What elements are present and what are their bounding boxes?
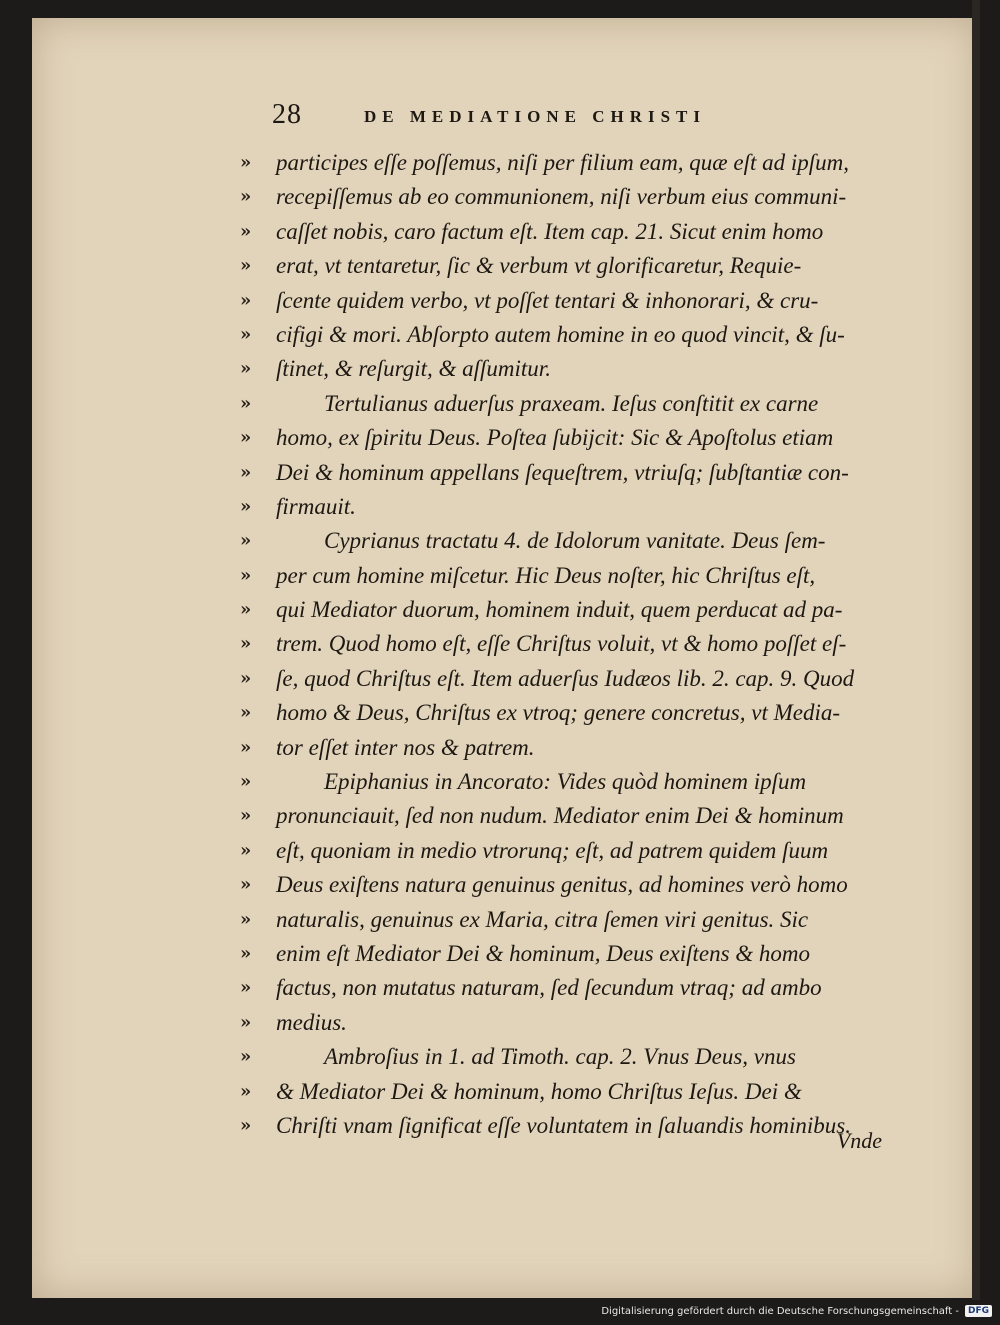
text-line xyxy=(240,559,940,593)
page-edge xyxy=(972,0,980,1300)
text-line xyxy=(240,318,940,352)
line-text: firmauit. xyxy=(276,493,356,519)
footer xyxy=(601,1303,992,1319)
quotation-marker: » xyxy=(240,461,252,483)
line-text: per cum homine miſcetur. Hic Deus noſter, hic Chriſtus eſt, xyxy=(276,562,816,588)
line-text: Chriſti vnam ſignificat eſſe voluntatem in ſaluandis hominibus. xyxy=(276,1112,851,1138)
quotation-marker: » xyxy=(240,702,252,724)
text-line xyxy=(240,387,940,421)
quotation-marker: » xyxy=(240,220,252,242)
text-line xyxy=(240,524,940,558)
line-text: Tertulianus aduerſus praxeam. Ieſus conſtitit ex carne xyxy=(324,390,819,416)
quotation-marker: » xyxy=(240,392,252,414)
quotation-marker: » xyxy=(240,977,252,999)
text-line xyxy=(240,284,940,318)
quotation-marker: » xyxy=(240,805,252,827)
text-line xyxy=(240,662,940,696)
line-text: participes eſſe poſſemus, niſi per filium eam, quæ eſt ad ipſum, xyxy=(276,150,850,175)
text-line xyxy=(240,799,940,833)
line-text: cifigi & mori. Abſorpto autem homine in eo quod vincit, & ſu- xyxy=(276,321,845,347)
line-text: tor eſſet inter nos & patrem. xyxy=(276,734,535,760)
text-line xyxy=(240,1040,940,1074)
quotation-marker: » xyxy=(240,186,252,208)
text-block xyxy=(240,146,940,1143)
quotation-marker: » xyxy=(240,874,252,896)
text-line xyxy=(240,456,940,490)
text-line xyxy=(240,903,940,937)
quotation-marker: » xyxy=(240,667,252,689)
text-line xyxy=(240,834,940,868)
quotation-marker: » xyxy=(240,1114,252,1136)
dfg-logo: DFG xyxy=(965,1305,992,1317)
quotation-marker: » xyxy=(240,427,252,449)
line-text: Ambroſius in 1. ad Timoth. cap. 2. Vnus Deus, vnus xyxy=(324,1044,796,1070)
quotation-marker: » xyxy=(240,495,252,517)
catchword: Vnde xyxy=(836,1128,882,1153)
line-text: homo & Deus, Chriſtus ex vtroq; genere concretus, vt Media- xyxy=(276,700,841,726)
text-line xyxy=(240,249,940,283)
text-line xyxy=(240,937,940,971)
quotation-marker: » xyxy=(240,358,252,380)
running-title: DE MEDIATIONE CHRISTI xyxy=(364,107,707,126)
text-line xyxy=(240,731,940,765)
text-line xyxy=(240,490,940,524)
quotation-marker: » xyxy=(240,633,252,655)
quotation-marker: » xyxy=(240,152,252,173)
quotation-marker: » xyxy=(240,1046,252,1068)
text-line xyxy=(240,696,940,730)
quotation-marker: » xyxy=(240,839,252,861)
quotation-marker: » xyxy=(240,908,252,930)
text-line xyxy=(240,146,940,180)
line-text: Cyprianus tractatu 4. de Idolorum vanitate. Deus ſem- xyxy=(324,528,826,554)
quotation-marker: » xyxy=(240,1011,252,1033)
quotation-marker: » xyxy=(240,1080,252,1102)
line-text: Dei & hominum appellans ſequeſtrem, vtriuſq; ſubſtantiæ con- xyxy=(276,459,849,485)
text-line xyxy=(240,1006,940,1040)
page-number: 28 xyxy=(272,99,302,130)
quotation-marker: » xyxy=(240,289,252,311)
line-text: ſcente quidem verbo, vt poſſet tentari & inhonorari, & cru- xyxy=(276,287,819,313)
quotation-marker: » xyxy=(240,255,252,277)
text-line xyxy=(240,1109,940,1143)
line-text: ſe, quod Chriſtus eſt. Item aduerſus Iudæos lib. 2. cap. 9. Quod xyxy=(276,665,855,691)
quotation-marker: » xyxy=(240,736,252,758)
line-text: Deus exiſtens natura genuinus genitus, ad homines verò homo xyxy=(276,872,848,898)
line-text: ſtinet, & reſurgit, & aſſumitur. xyxy=(276,356,551,382)
text-line xyxy=(240,421,940,455)
line-text: homo, ex ſpiritu Deus. Poſtea ſubijcit: Sic & Apoſtolus etiam xyxy=(276,425,834,451)
text-line xyxy=(240,765,940,799)
text-line xyxy=(240,1075,940,1109)
quotation-marker: » xyxy=(240,323,252,345)
running-head xyxy=(272,100,852,130)
line-text: qui Mediator duorum, hominem induit, quem perducat ad pa- xyxy=(276,597,843,623)
line-text: factus, non mutatus naturam, ſed ſecundum vtraq; ad ambo xyxy=(276,975,822,1001)
line-text: enim eſt Mediator Dei & hominum, Deus exiſtens & homo xyxy=(276,940,811,966)
line-text: erat, vt tentaretur, ſic & verbum vt glorificaretur, Requie- xyxy=(276,253,802,279)
line-text: pronunciauit, ſed non nudum. Mediator enim Dei & hominum xyxy=(276,803,844,829)
text-line xyxy=(240,352,940,386)
line-text: & Mediator Dei & hominum, homo Chriſtus Ieſus. Dei & xyxy=(276,1078,802,1104)
text-line xyxy=(240,180,940,214)
quotation-marker: » xyxy=(240,771,252,793)
line-text: Epiphanius in Ancorato: Vides quòd hominem ipſum xyxy=(324,769,807,795)
line-text: caſſet nobis, caro factum eſt. Item cap. 21. Sicut enim homo xyxy=(276,218,824,244)
line-text: trem. Quod homo eſt, eſſe Chriſtus voluit, vt & homo poſſet eſ- xyxy=(276,631,847,657)
text-line xyxy=(240,215,940,249)
text-line xyxy=(240,971,940,1005)
line-text: naturalis, genuinus ex Maria, citra ſemen viri genitus. Sic xyxy=(276,906,809,932)
line-text: recepiſſemus ab eo communionem, niſi verbum eius communi- xyxy=(276,184,847,210)
text-line xyxy=(240,627,940,661)
text-line xyxy=(240,593,940,627)
line-text: medius. xyxy=(276,1009,347,1035)
quotation-marker: » xyxy=(240,599,252,621)
quotation-marker: » xyxy=(240,564,252,586)
line-text: eſt, quoniam in medio vtrorunq; eſt, ad patrem quidem ſuum xyxy=(276,837,829,863)
footer-text: Digitalisierung gefördert durch die Deutsche Forschungsgemeinschaft - xyxy=(601,1305,959,1317)
quotation-marker: » xyxy=(240,942,252,964)
quotation-marker: » xyxy=(240,530,252,552)
text-line xyxy=(240,868,940,902)
book-page xyxy=(32,18,978,1298)
